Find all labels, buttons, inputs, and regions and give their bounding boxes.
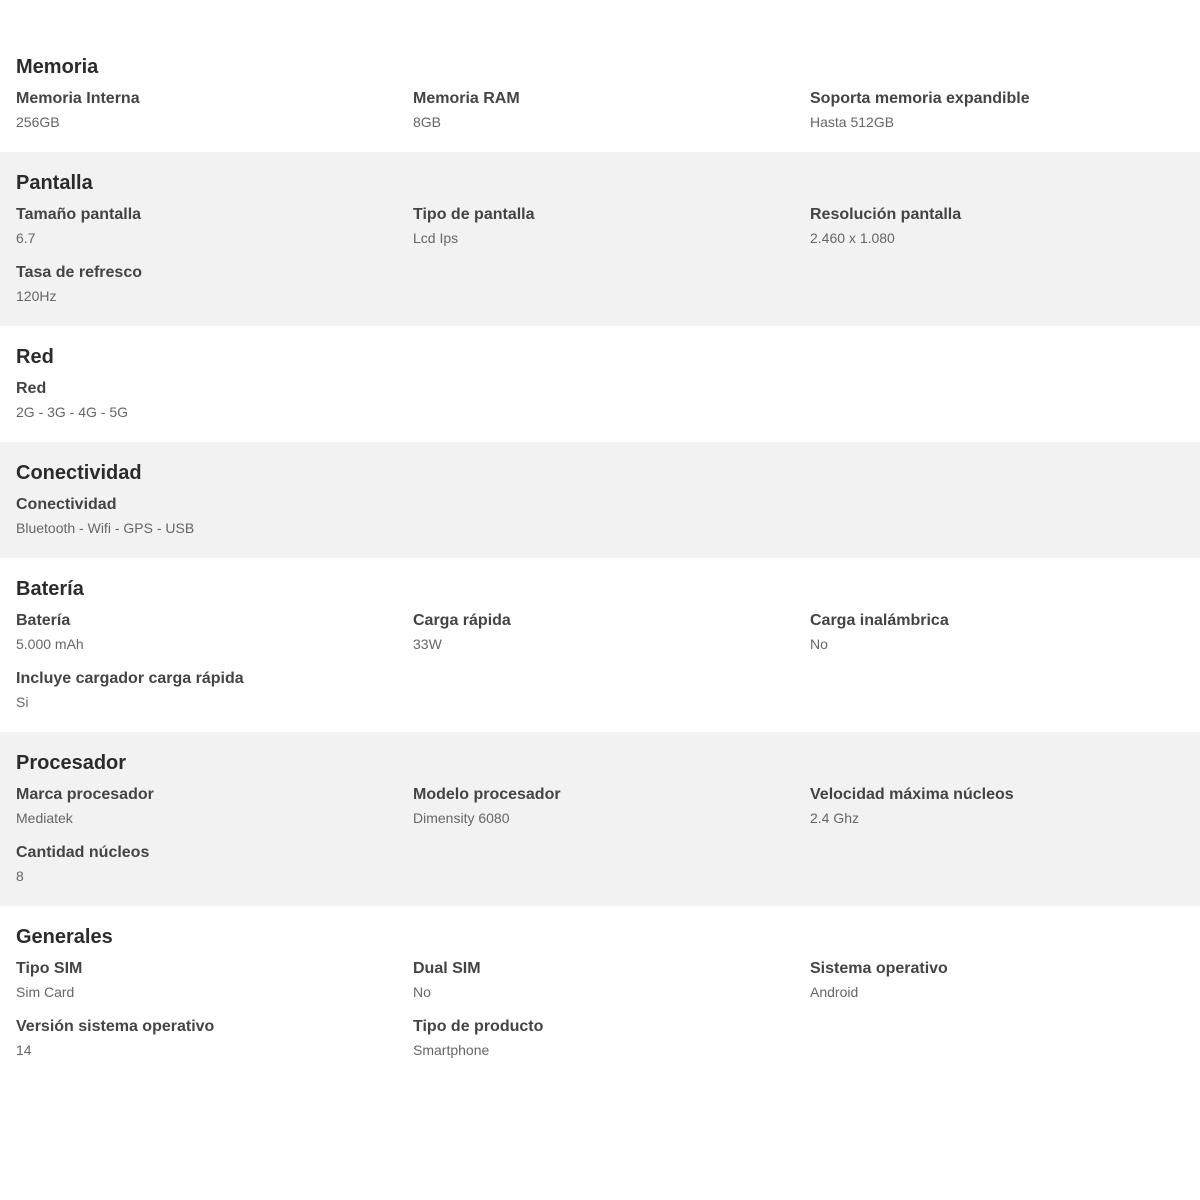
spec-value: Lcd Ips: [413, 230, 459, 246]
spec-item-modelo-procesador: [413, 784, 810, 830]
spec-label: Tamaño pantalla: [16, 206, 142, 223]
spec-label: Conectividad: [16, 496, 117, 513]
spec-label: Tipo de pantalla: [413, 206, 535, 223]
spec-item-carga-rapida: [413, 610, 810, 656]
spec-item-carga-inalambrica: [810, 610, 1190, 656]
spec-item-sistema-operativo: [810, 958, 1190, 1004]
spec-value: 6.7: [16, 230, 36, 246]
spec-value: 8: [16, 868, 24, 884]
spec-item-tasa-refresco: [16, 262, 413, 308]
section-title: Conectividad: [16, 462, 142, 484]
spec-item-conectividad: [16, 494, 413, 540]
section-title: Memoria: [16, 56, 99, 78]
spec-value: 2.460 x 1.080: [810, 230, 895, 246]
section-red: [0, 326, 1200, 442]
spec-label: Velocidad máxima núcleos: [810, 786, 1014, 803]
section-title: Batería: [16, 578, 84, 600]
spec-item-tipo-pantalla: [413, 204, 810, 250]
spec-value: No: [810, 636, 828, 652]
spec-value: Sim Card: [16, 984, 75, 1000]
section-title: Pantalla: [16, 172, 93, 194]
section-bateria: [0, 558, 1200, 732]
spec-grid: [16, 494, 1184, 540]
spec-item-velocidad-nucleos: [810, 784, 1190, 830]
section-pantalla: [0, 152, 1200, 326]
spec-item-red: [16, 378, 413, 424]
spec-label: Carga inalámbrica: [810, 612, 949, 629]
spec-value: 33W: [413, 636, 442, 652]
spec-value: Si: [16, 694, 29, 710]
spec-grid: [16, 378, 1184, 424]
spec-grid: [16, 88, 1184, 134]
spec-grid: [16, 204, 1184, 308]
spec-label: Tipo de producto: [413, 1018, 544, 1035]
section-title: Procesador: [16, 752, 127, 774]
spec-item-memoria-expandible: [810, 88, 1190, 134]
spec-label: Marca procesador: [16, 786, 154, 803]
spec-value: 5.000 mAh: [16, 636, 84, 652]
spec-item-memoria-interna: [16, 88, 413, 134]
spec-item-resolucion-pantalla: [810, 204, 1190, 250]
section-title: Red: [16, 346, 54, 368]
spec-item-tipo-producto: [413, 1016, 810, 1062]
spec-label: Resolución pantalla: [810, 206, 962, 223]
spec-label: Cantidad núcleos: [16, 844, 150, 861]
section-memoria: [0, 36, 1200, 152]
spec-item-marca-procesador: [16, 784, 413, 830]
spec-label: Carga rápida: [413, 612, 511, 629]
spec-item-cantidad-nucleos: [16, 842, 413, 888]
spec-grid: [16, 610, 1184, 714]
spec-value: No: [413, 984, 431, 1000]
spec-label: Batería: [16, 612, 71, 629]
spec-value: 2G - 3G - 4G - 5G: [16, 404, 129, 420]
spec-item-bateria: [16, 610, 413, 656]
spec-value: Dimensity 6080: [413, 810, 510, 826]
spec-label: Versión sistema operativo: [16, 1018, 215, 1035]
spec-value: Android: [810, 984, 859, 1000]
spec-label: Dual SIM: [413, 960, 481, 977]
spec-value: 120Hz: [16, 288, 57, 304]
spec-value: 8GB: [413, 114, 442, 130]
section-conectividad: [0, 442, 1200, 558]
spec-item-dual-sim: [413, 958, 810, 1004]
spec-label: Incluye cargador carga rápida: [16, 670, 244, 687]
spec-label: Memoria Interna: [16, 90, 140, 107]
spec-label: Modelo procesador: [413, 786, 561, 803]
spec-item-tamano-pantalla: [16, 204, 413, 250]
spec-value: Bluetooth - Wifi - GPS - USB: [16, 520, 195, 536]
spec-label: Sistema operativo: [810, 960, 948, 977]
spec-grid: [16, 784, 1184, 888]
spec-grid: [16, 958, 1184, 1062]
spec-label: Memoria RAM: [413, 90, 520, 107]
spec-label: Red: [16, 380, 47, 397]
section-procesador: [0, 732, 1200, 906]
spec-label: Tasa de refresco: [16, 264, 142, 281]
spec-value: 2.4 Ghz: [810, 810, 860, 826]
spec-value: Smartphone: [413, 1042, 490, 1058]
spec-label: Tipo SIM: [16, 960, 83, 977]
spec-value: 256GB: [16, 114, 60, 130]
spec-item-version-sistema-operativo: [16, 1016, 413, 1062]
spec-item-incluye-cargador: [16, 668, 413, 714]
spec-value: 14: [16, 1042, 32, 1058]
spec-item-memoria-ram: [413, 88, 810, 134]
section-title: Generales: [16, 926, 113, 948]
spec-label: Soporta memoria expandible: [810, 90, 1030, 107]
section-generales: [0, 906, 1200, 1080]
spec-item-tipo-sim: [16, 958, 413, 1004]
spec-value: Mediatek: [16, 810, 73, 826]
spec-value: Hasta 512GB: [810, 114, 895, 130]
